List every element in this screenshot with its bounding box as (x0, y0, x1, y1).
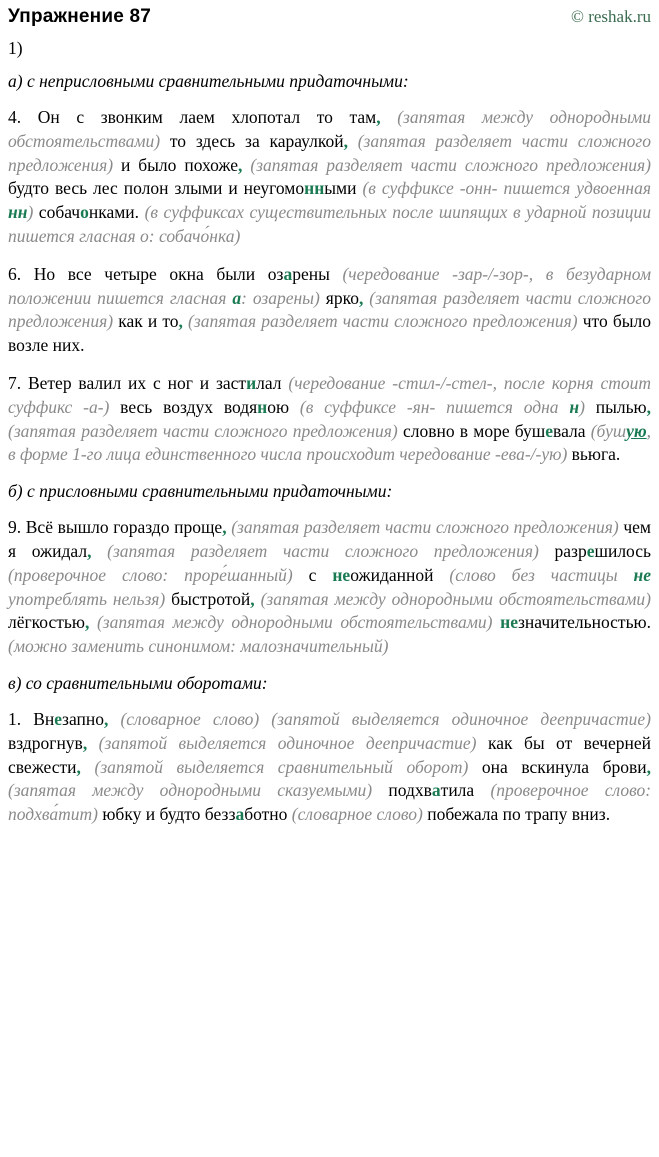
highlighted-letters: а (232, 287, 242, 308)
comma-mark: , (76, 756, 81, 777)
explanation: (можно заменить синонимом: малозначительный) (8, 636, 389, 657)
explanation: (запятой выделяется одиночное деепричастие) (271, 708, 652, 729)
text-run: словно в море буш (397, 420, 546, 441)
text-run: ярко (319, 287, 359, 308)
explanation: (запятая разделяет части сложного предложения) (8, 420, 398, 441)
explanation-part: ) (579, 396, 585, 417)
site-watermark: © reshak.ru (571, 7, 651, 26)
explanation: (запятая разделяет части сложного предложения) (231, 517, 619, 538)
text-run: побежала по трапу вниз. (422, 804, 611, 825)
task-number: 1) (8, 38, 23, 58)
text-run: рены (292, 263, 343, 284)
explanation (300, 397, 585, 417)
answer-paragraph-1v (8, 708, 651, 827)
text-run: вьюга. (567, 444, 621, 465)
explanation: (словарное слово) (291, 804, 423, 825)
highlighted-letters: не (633, 564, 651, 585)
text-run: лал (256, 372, 289, 393)
explanation: (запятая разделяет части сложного предложения) (8, 130, 651, 175)
explanation: (запятая разделяет части сложного предложения) (8, 287, 651, 332)
highlighted-letters-underlined: ую (626, 420, 647, 441)
explanation-part: : озарены) (241, 287, 320, 308)
text-run: ою (267, 396, 300, 417)
explanation: (запятой выделяется сравнительный оборот) (94, 756, 469, 777)
explanation: (запятая разделяет части сложного предложения) (250, 154, 652, 175)
text-run (492, 612, 500, 632)
text-run: то здесь за караулкой (160, 130, 344, 151)
answer-paragraph-9 (8, 516, 651, 659)
text-run: ожиданной (350, 564, 450, 585)
text-run: 6. Но все четыре окна были оз (8, 263, 284, 284)
highlighted-letters: е (54, 708, 63, 729)
explanation: (запятая между однородными обстоятельствами) (8, 107, 651, 151)
text-run: тила (440, 780, 491, 801)
explanation-part: (в суффиксе -онн- пишется удвоенная (362, 178, 651, 199)
text-run: будто весь лес полон злыми и неугомо (8, 178, 305, 199)
explanation-part: (слово без частицы (449, 564, 634, 585)
explanation: (проверочное слово: проре́шанный) (8, 564, 293, 585)
highlighted-letters: н (569, 396, 580, 417)
text-run: ботно (244, 804, 292, 825)
text-run: 4. Он с звонким лаем хлопотал то там (8, 107, 377, 127)
comma-mark: , (238, 154, 243, 175)
explanation: (словарное слово) (120, 708, 260, 729)
explanation: (чередование -стил-/-стел-, после корня стоит суффикс -а-) (8, 372, 651, 417)
text-run: нками. (88, 202, 145, 223)
highlighted-letters: н (257, 396, 268, 417)
explanation: (запятая между однородными обстоятельствами) (96, 612, 493, 633)
highlighted-letters: е (586, 540, 595, 561)
answer-paragraph-4 (8, 106, 651, 249)
comma-mark: , (178, 311, 183, 332)
highlighted-letters: о (80, 202, 89, 223)
comma-mark: , (87, 540, 92, 561)
explanation-part: ) (27, 202, 34, 223)
page-header (8, 6, 651, 28)
text-run: запно (62, 708, 104, 729)
text-run: быстротой (165, 588, 251, 609)
comma-mark: , (250, 588, 255, 609)
text-run: шилось (594, 540, 651, 561)
comma-mark: , (358, 287, 364, 308)
text-run: и было похоже (113, 154, 239, 175)
explanation-part: (в суффиксе -ян- пишется одна (299, 396, 570, 417)
highlighted-letters: нн (304, 178, 325, 199)
comma-mark: , (376, 107, 381, 127)
explanation: (запятая между однородными обстоятельствами) (260, 588, 651, 609)
explanation: (проверочное слово: подхва́тит) (8, 780, 652, 825)
highlighted-letters: а (431, 780, 441, 801)
explanation-part: , в форме 1-го лица единственного числа происходит чередование -ева-/-ую) (8, 420, 651, 465)
explanation-part: (буш (590, 420, 627, 441)
text-run: чем я ожидал (8, 517, 651, 561)
highlighted-letters: а (283, 263, 293, 284)
answer-paragraph-6 (8, 263, 651, 358)
explanation-part: употреблять нельзя) (8, 588, 166, 609)
text-run: 7. Ветер валил их с ног и заст (8, 372, 247, 393)
text-run: вала (553, 420, 591, 441)
subsection-v-heading: в) со сравнительными оборотами: (8, 672, 268, 693)
highlighted-letters: нн (8, 202, 28, 223)
text-run: весь воздух водя (109, 396, 258, 417)
explanation: (запятой выделяется одиночное деепричастие) (98, 732, 477, 753)
comma-mark: , (82, 732, 88, 753)
text-run: разр (538, 540, 587, 561)
explanation: (запятая разделяет части сложного предложения) (188, 311, 578, 332)
explanation: (запятая между однородными сказуемыми) (8, 780, 373, 801)
comma-mark: , (646, 756, 652, 777)
text-run: как и то (113, 311, 179, 332)
text-run: юбку и будто безз (97, 804, 236, 825)
text-run: что было возле них. (8, 311, 651, 356)
text-run: собач (33, 202, 81, 223)
text-run: подхв (372, 780, 432, 801)
comma-mark: , (84, 612, 90, 633)
comma-mark: , (222, 517, 227, 538)
subsection-a-heading: а) с неприсловными сравнительными придаточными: (8, 71, 409, 91)
text-run: пылью (584, 396, 647, 417)
text-run: ыми (324, 178, 363, 199)
subsection-b-heading: б) с присловными сравнительными придаточными: (8, 481, 393, 502)
explanation: (запятая разделяет части сложного предложения) (107, 540, 539, 561)
comma-mark: , (103, 708, 109, 729)
text-run: она вскинула брови (468, 756, 647, 777)
text-run: вздрогнув (8, 732, 83, 753)
explanation-part: (чередование -зар-/-зор-, в безударном положении пишется гласная (8, 263, 651, 308)
explanation: (в суффиксах существительных после шипящих в ударной позиции пишется гласная о: собачо́нка) (8, 202, 652, 246)
text-run: 1. Вн (8, 708, 55, 729)
highlighted-letters: не (500, 612, 518, 633)
text-run: значительностью. (517, 612, 652, 633)
highlighted-letters: не (332, 564, 351, 585)
comma-mark: , (646, 396, 651, 417)
text-run: лёгкостью (8, 612, 85, 633)
highlighted-letters: и (246, 372, 257, 393)
text-run: 9. Всё вышло гораздо проще (8, 517, 223, 538)
answer-paragraph-7 (8, 372, 651, 467)
comma-mark: , (343, 130, 348, 151)
text-run: с (292, 564, 333, 585)
highlighted-letters: а (235, 804, 245, 825)
page-title: Упражнение 87 (8, 6, 151, 27)
highlighted-letters: е (545, 420, 554, 441)
text-run: как бы от вечерней свежести (8, 732, 651, 777)
